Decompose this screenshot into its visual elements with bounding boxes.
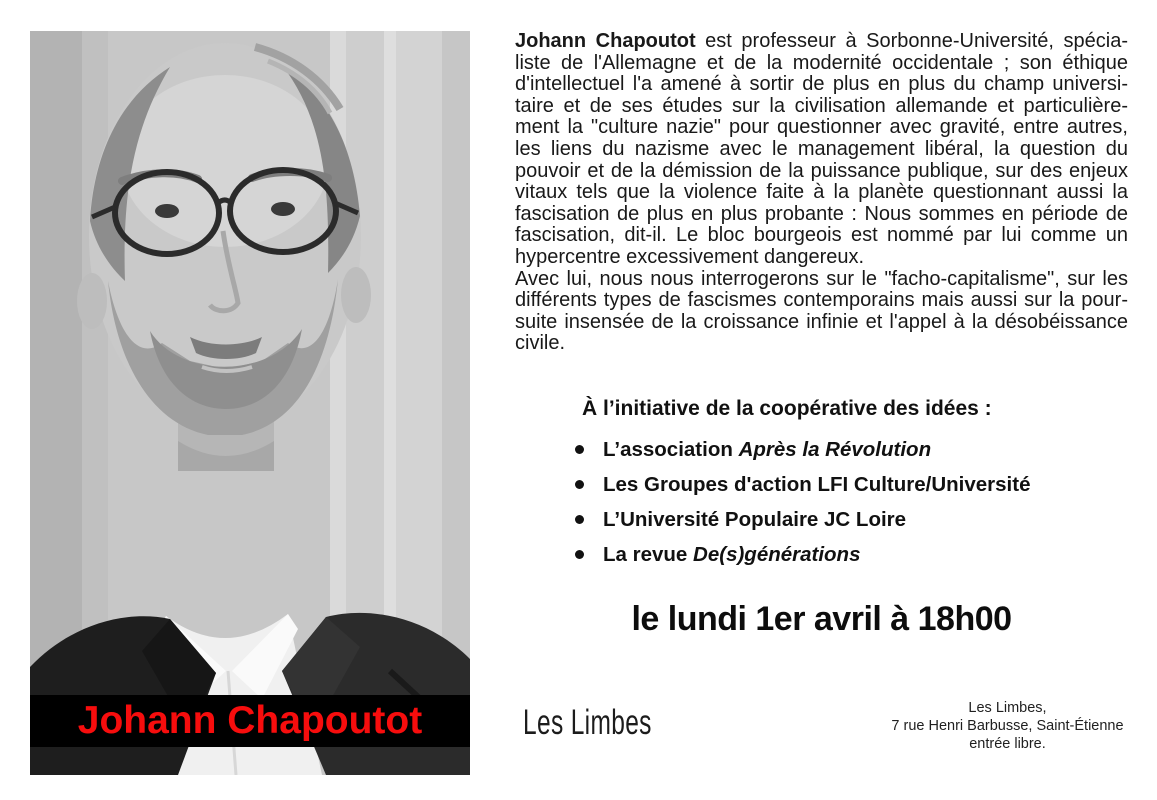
intro-line: civile. [515,332,566,355]
list-item [575,537,1030,572]
venue-address [885,699,1130,753]
initiative-heading: À l’initiative de la coopérative des idées : [582,397,992,420]
list-item-label: L’association Après la Révolution [603,437,932,461]
intro-line: ment la "culture nazie" pour questionner avec gravité, entre autres, [515,116,1128,139]
address-line: entrée libre. [969,736,1046,752]
list-item [575,432,1030,467]
venue-name: Les Limbes [523,703,652,742]
bullet-icon [575,515,584,524]
intro-text [515,31,1128,355]
intro-line: hypercentre excessivement dangereux. [515,245,865,268]
event-datetime: le lundi 1er avril à 18h00 [631,600,1012,638]
list-item [575,502,1030,537]
list-item-label: Les Groupes d'action LFI Culture/Université [603,472,1031,496]
intro-line: d'intellectuel l'a amené à sortir de plus en plus du champ universi- [515,73,1128,96]
portrait-photo [30,31,470,775]
address-line: 7 rue Henri Barbusse, Saint-Étienne [891,718,1124,734]
address-line: Les Limbes, [968,700,1047,716]
portrait-illustration [30,31,470,775]
intro-line: pouvoir et de la démission de la puissance publique, sur des enjeux [515,159,1128,182]
intro-line: fascisation, dit-il. Le bloc bourgeois est nommé par lui comme un [515,224,1128,247]
bullet-icon [575,445,584,454]
intro-line: Johann Chapoutot est professeur à Sorbonne-Université, spécia- [515,30,1129,52]
intro-line: Avec lui, nous nous interrogerons sur le "facho-capitalisme", sur les [515,267,1128,290]
bullet-icon [575,550,584,559]
name-banner [30,695,470,747]
initiative-list [575,432,1030,572]
bullet-icon [575,480,584,489]
list-item-label: L’Université Populaire JC Loire [603,507,907,531]
intro-line: les liens du nazisme avec le management libéral, la question du [515,137,1128,160]
intro-line: fascisation de plus en plus probante : Nous sommes en période de [515,202,1128,225]
speaker-name: Johann Chapoutot [77,699,423,742]
list-item-label: La revue De(s)générations [603,542,861,566]
list-item [575,467,1030,502]
intro-line: vitaux tels que la violence faite à la planète questionnant aussi la [515,181,1128,204]
intro-line: liste de l'Allemagne et de la modernité occidentale ; son éthique [515,51,1128,74]
intro-line: suite insensée de la croissance infinie et l'appel à la désobéissance [515,310,1128,333]
intro-line: taire et de ses études sur la civilisation allemande et particulière- [515,94,1128,117]
intro-line: différents types de fascismes contemporains mais aussi sur la pour- [515,289,1128,312]
